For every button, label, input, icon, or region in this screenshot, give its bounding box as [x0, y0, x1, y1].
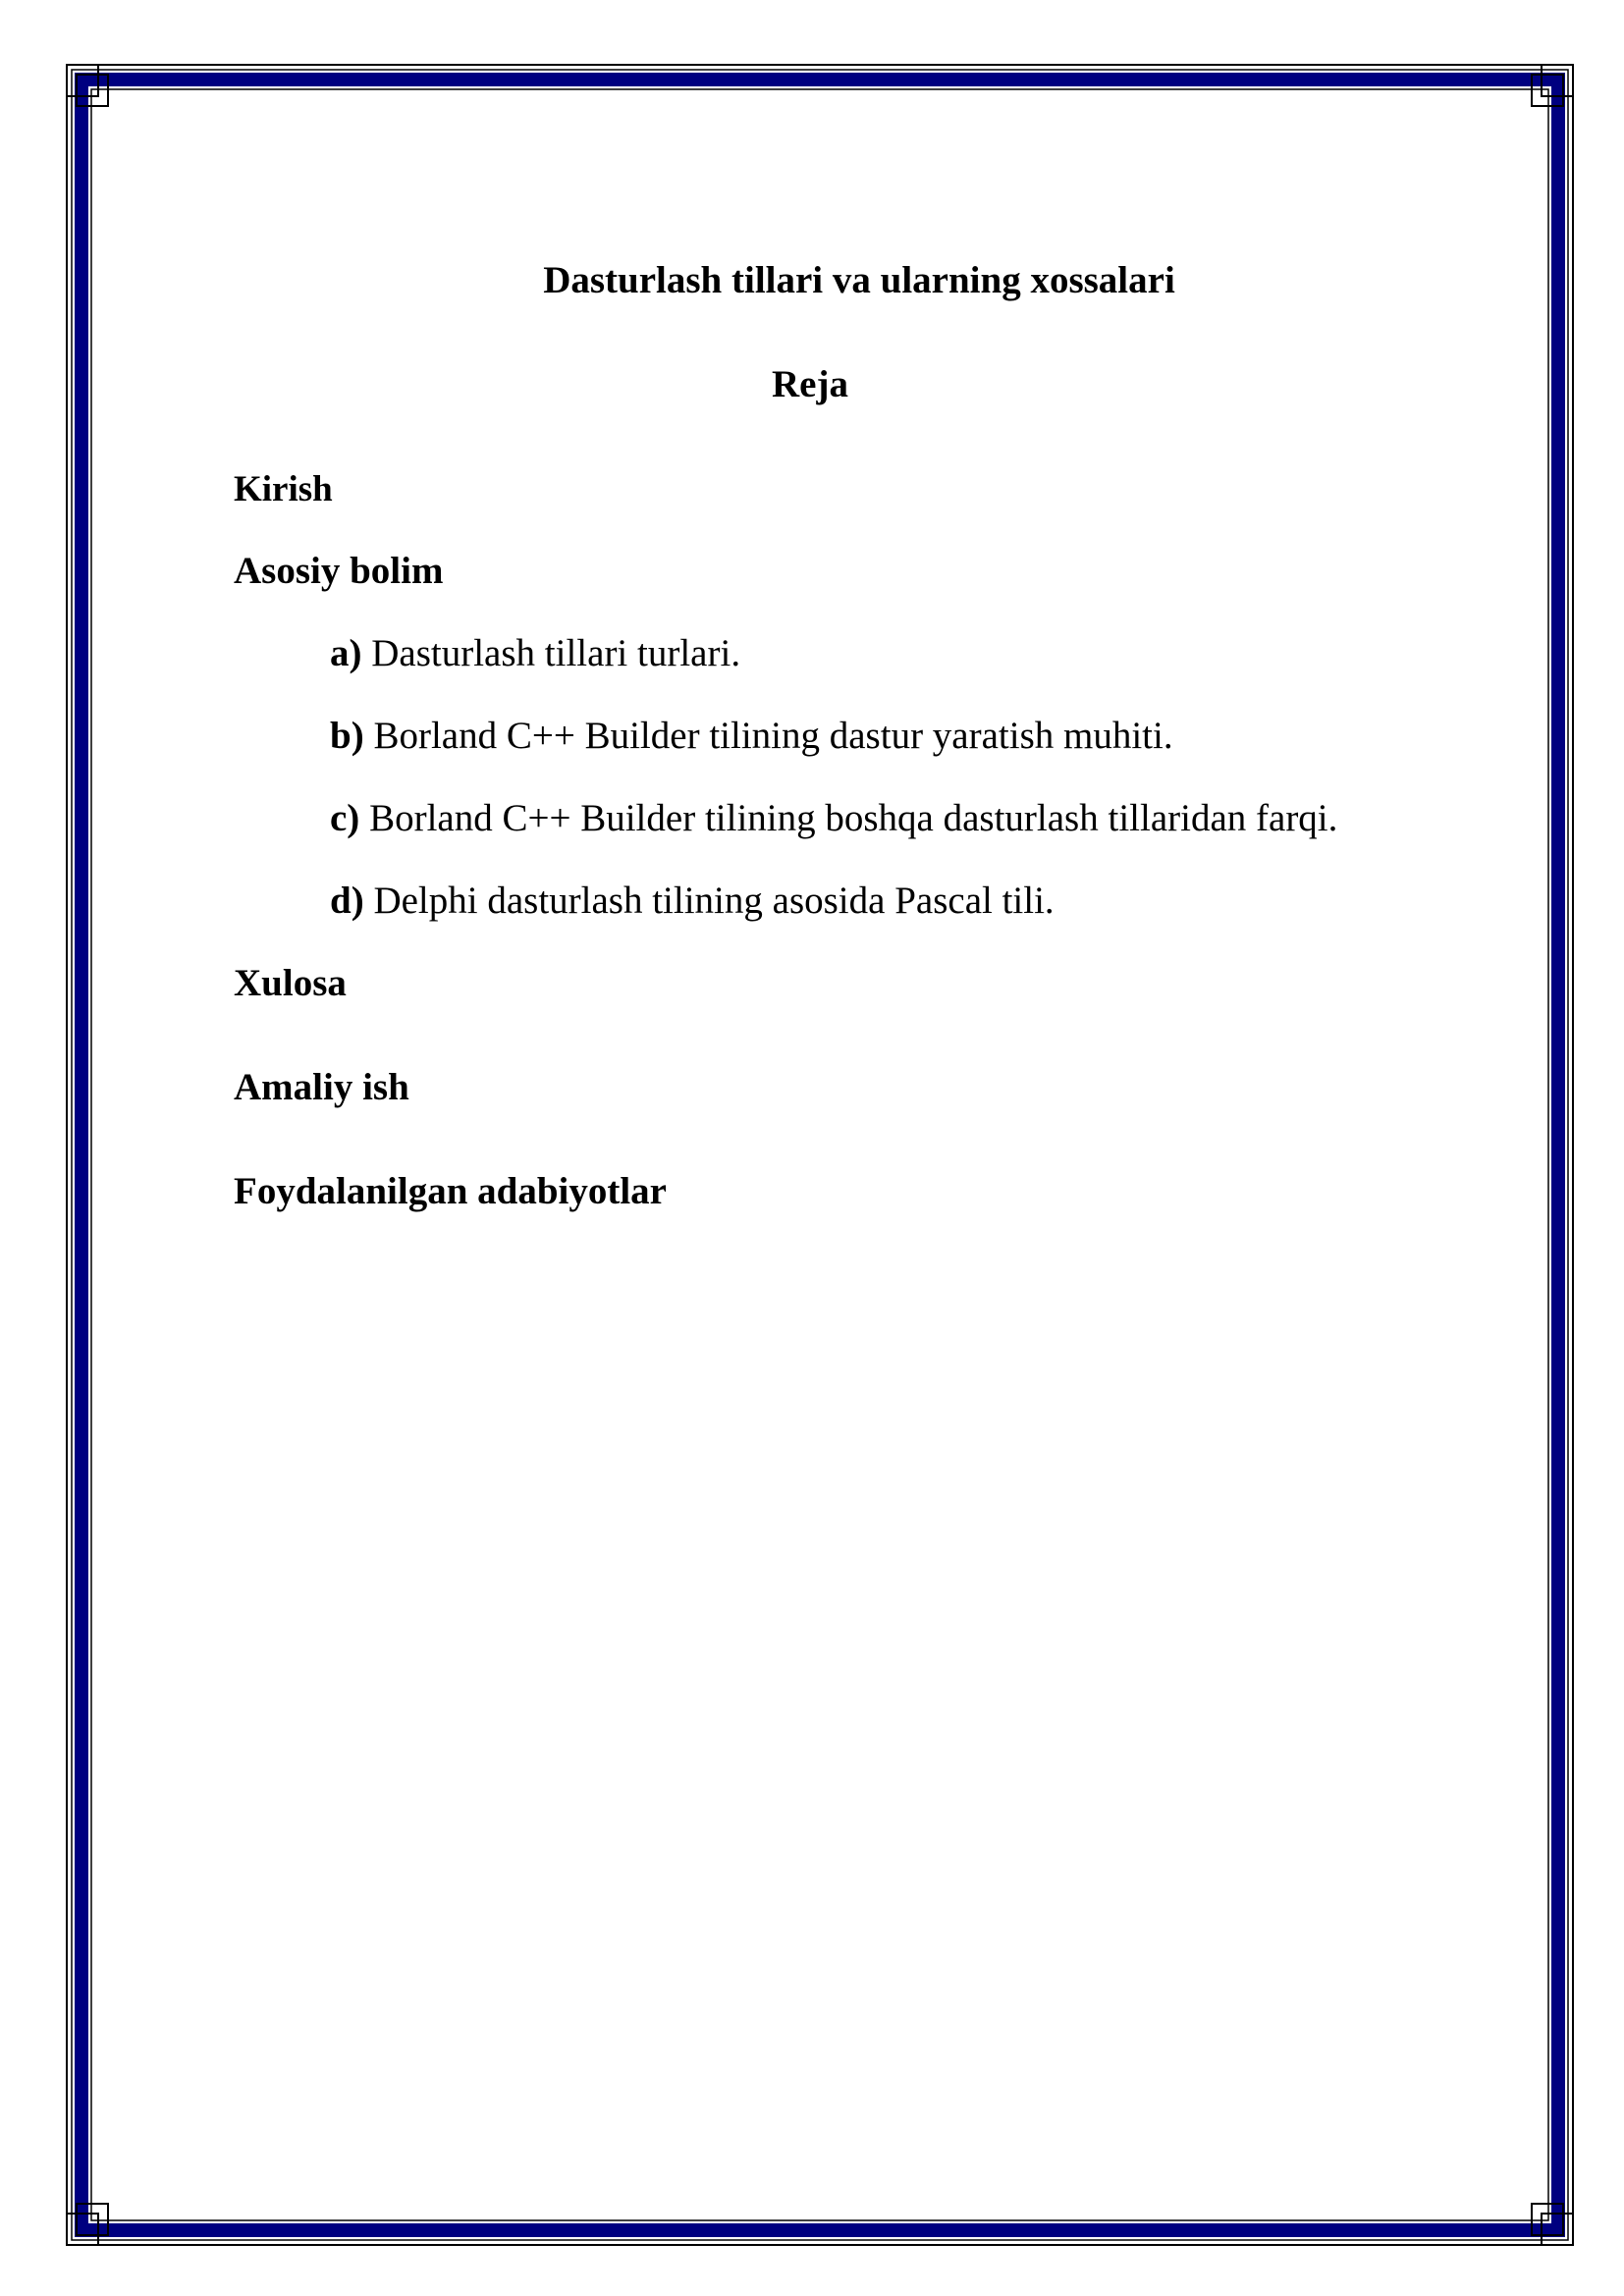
list-item	[330, 717, 1173, 755]
list-item-text: Borland C++ Builder tilining dastur yaratish muhiti.	[363, 715, 1173, 757]
document-title: Dasturlash tillari va ularning xossalari	[543, 259, 1175, 301]
section-main-part: Asosiy bolim	[234, 550, 444, 592]
section-introduction: Kirish	[234, 469, 333, 509]
list-item-text: Dasturlash tillari turlari.	[361, 632, 741, 674]
list-item	[330, 634, 740, 672]
section-references: Foydalanilgan adabiyotlar	[234, 1170, 667, 1212]
list-item-marker: d)	[330, 880, 364, 922]
list-item	[330, 881, 1055, 920]
plan-heading: Reja	[772, 363, 848, 405]
list-item-marker: a)	[330, 632, 362, 674]
list-item-text: Borland C++ Builder tilining boshqa dasturlash tillaridan farqi.	[359, 797, 1338, 839]
section-practical-work: Amaliy ish	[234, 1066, 409, 1108]
list-item	[330, 799, 1337, 837]
list-item-marker: c)	[330, 797, 360, 839]
list-item-text: Delphi dasturlash tilining asosida Pascal tili.	[363, 880, 1055, 922]
list-item-marker: b)	[330, 715, 364, 757]
section-conclusion: Xulosa	[234, 962, 347, 1004]
